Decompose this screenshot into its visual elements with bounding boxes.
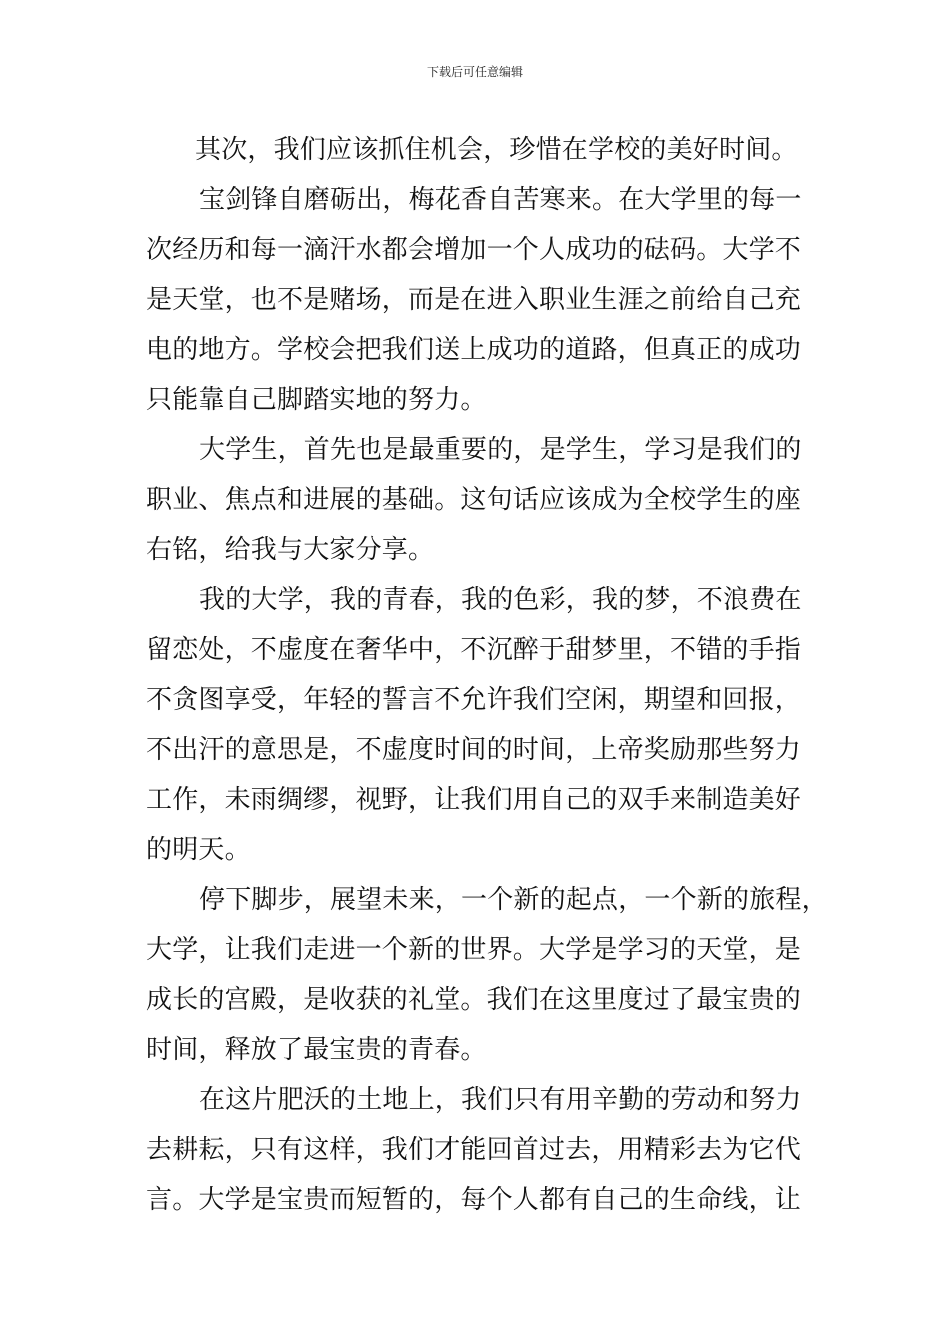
page-header: 下载后可任意编辑 xyxy=(426,65,523,79)
text-line: 言。大学是宝贵而短暂的，每个人都有自己的生命线，让 xyxy=(146,1185,802,1215)
text-line: 电的地方。学校会把我们送上成功的道路，但真正的成功 xyxy=(146,335,802,365)
text-line: 工作，未雨绸缪，视野，让我们用自己的双手来制造美好 xyxy=(146,785,802,815)
text-line: 时间，释放了最宝贵的青春。 xyxy=(146,1035,487,1065)
text-line: 次经历和每一滴汗水都会增加一个人成功的砝码。大学不 xyxy=(146,235,802,265)
text-line: 只能靠自己脚踏实地的努力。 xyxy=(146,385,487,415)
text-line: 我的大学，我的青春，我的色彩，我的梦，不浪费在 xyxy=(199,585,802,615)
text-line: 成长的宫殿，是收获的礼堂。我们在这里度过了最宝贵的 xyxy=(146,985,802,1015)
text-line: 其次，我们应该抓住机会，珍惜在学校的美好时间。 xyxy=(195,135,798,165)
text-line: 右铭，给我与大家分享。 xyxy=(146,535,435,565)
text-line: 职业、焦点和进展的基础。这句话应该成为全校学生的座 xyxy=(146,485,802,515)
text-line: 不出汗的意思是，不虚度时间的时间，上帝奖励那些努力 xyxy=(146,735,802,765)
text-line: 大学，让我们走进一个新的世界。大学是学习的天堂，是 xyxy=(146,935,802,965)
text-line: 留恋处，不虚度在奢华中，不沉醉于甜梦里，不错的手指 xyxy=(146,635,802,665)
text-line: 去耕耘，只有这样，我们才能回首过去，用精彩去为它代 xyxy=(146,1135,802,1165)
text-line: 的明天。 xyxy=(146,835,251,865)
text-line: 在这片肥沃的土地上，我们只有用辛勤的劳动和努力 xyxy=(199,1085,802,1115)
text-line: 大学生，首先也是最重要的，是学生，学习是我们的 xyxy=(199,435,802,465)
text-line: 不贪图享受，年轻的誓言不允许我们空闲，期望和回报， xyxy=(146,685,802,715)
text-line: 宝剑锋自磨砺出，梅花香自苦寒来。在大学里的每一 xyxy=(199,185,802,215)
text-line: 停下脚步，展望未来，一个新的起点，一个新的旅程， xyxy=(199,885,828,915)
text-line: 是天堂，也不是赌场，而是在进入职业生涯之前给自己充 xyxy=(146,285,802,315)
